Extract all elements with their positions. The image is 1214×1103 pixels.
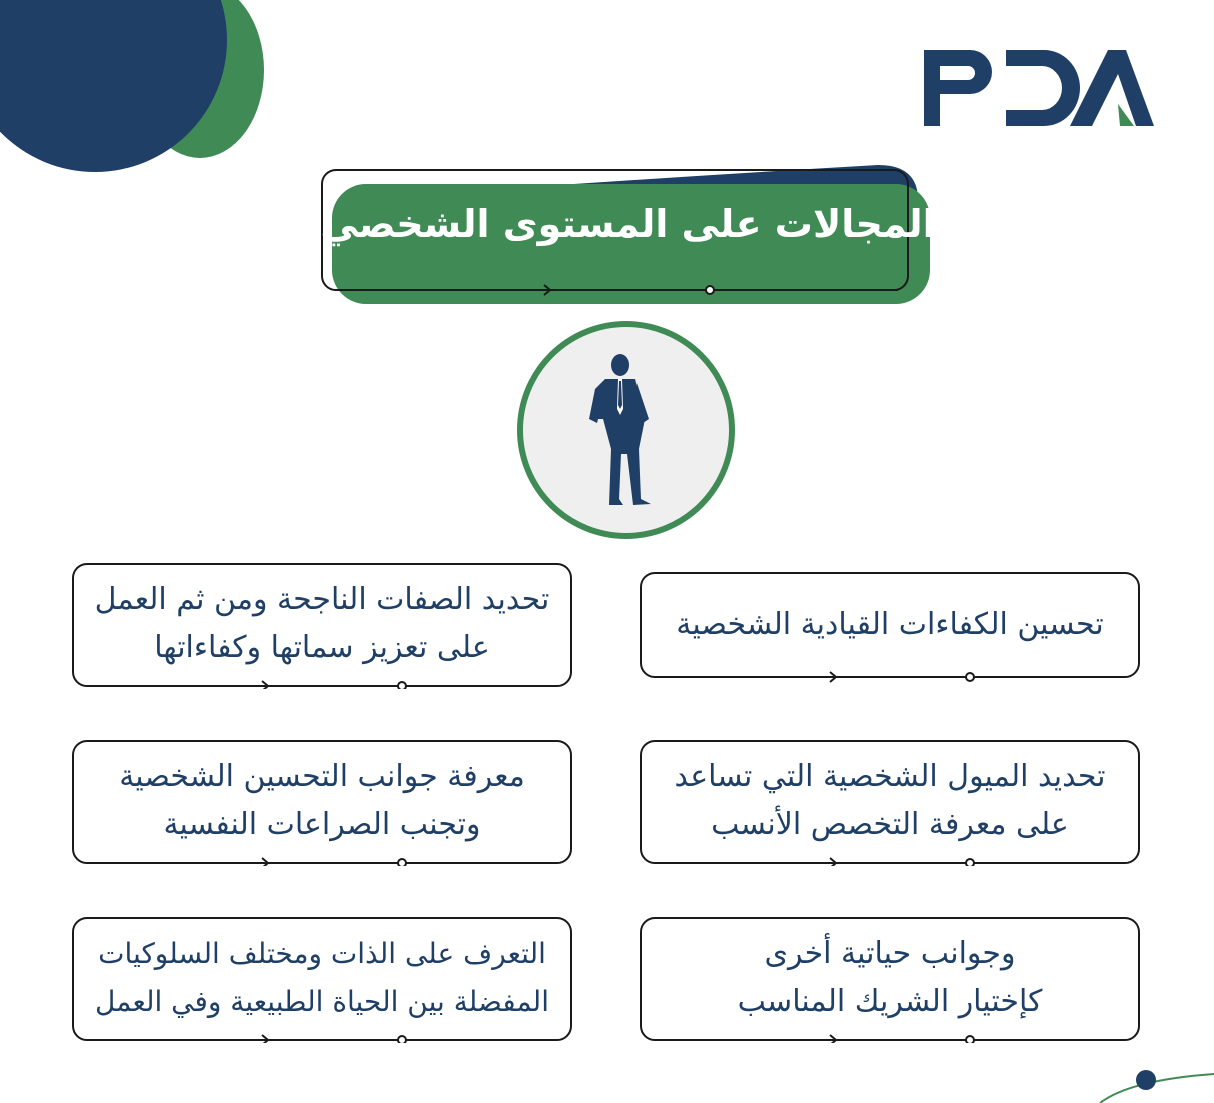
card-leadership — [640, 572, 1140, 698]
card-text — [82, 925, 562, 1031]
card-text — [82, 571, 562, 677]
card-self-knowledge — [72, 917, 572, 1043]
card-line: على معرفة التخصص الأنسب — [711, 807, 1069, 842]
card-line: التعرف على الذات ومختلف السلوكيات — [98, 937, 546, 970]
card-line: وتجنب الصراعات النفسية — [163, 807, 481, 842]
pda-logo — [920, 46, 1156, 130]
card-line: المفضلة بين الحياة الطبيعية وفي العمل — [95, 985, 549, 1018]
card-line: على تعزيز سماتها وكفاءاتها — [154, 630, 490, 665]
card-line: تحديد الميول الشخصية التي تساعد — [674, 759, 1106, 794]
card-text — [82, 748, 562, 854]
card-line: تحديد الصفات الناجحة ومن ثم العمل — [94, 582, 550, 617]
card-text — [650, 925, 1130, 1031]
title-banner — [318, 160, 934, 330]
card-line: معرفة جوانب التحسين الشخصية — [119, 759, 525, 794]
card-text — [650, 580, 1130, 670]
corner-arc-decoration — [1090, 1060, 1214, 1103]
card-line: كإختيار الشريك المناسب — [737, 984, 1043, 1019]
card-improvement-aspects — [72, 740, 572, 866]
card-line: تحسين الكفاءات القيادية الشخصية — [676, 607, 1104, 642]
card-text — [650, 748, 1130, 854]
card-personal-tendencies — [640, 740, 1140, 866]
businessman-icon — [515, 319, 737, 541]
corner-decoration-shapes — [0, 0, 280, 180]
page-title: المجالات على المستوى الشخصي — [320, 202, 936, 246]
card-success-traits — [72, 563, 572, 689]
card-line: وجوانب حياتية أخرى — [764, 936, 1016, 971]
card-life-aspects — [640, 917, 1140, 1043]
